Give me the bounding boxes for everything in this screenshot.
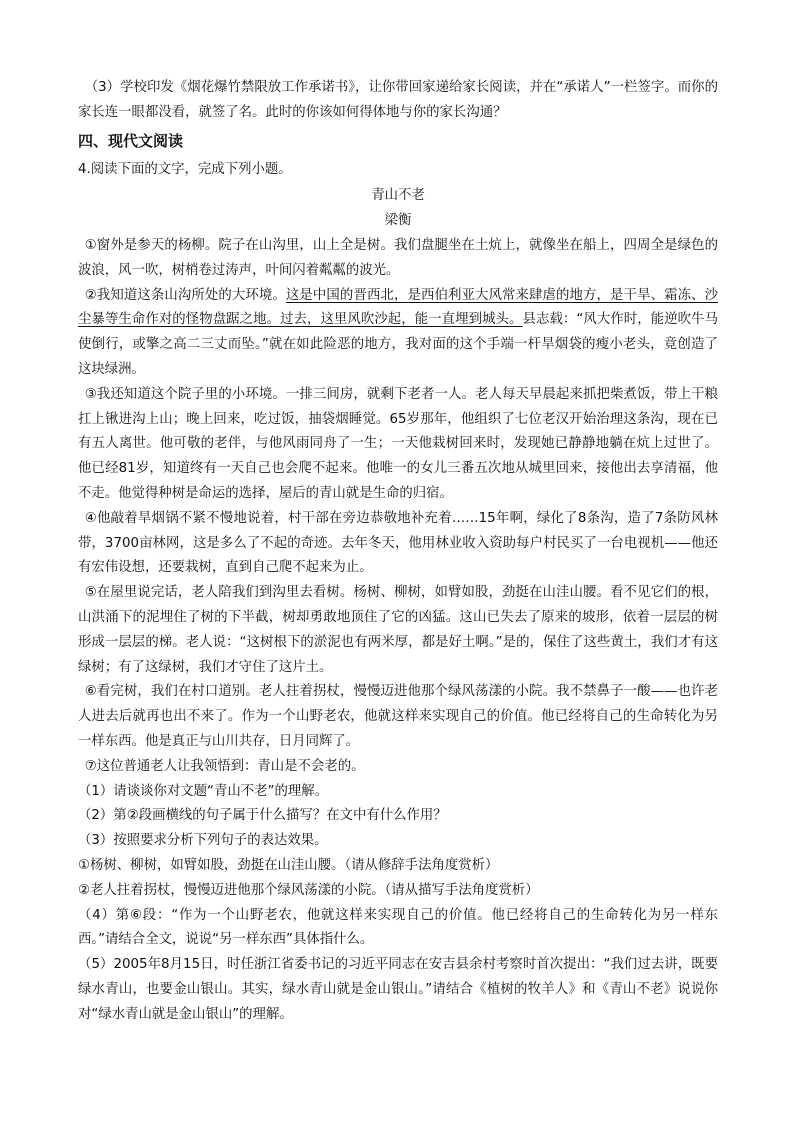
question-5: （5）2005年8月15日，时任浙江省委书记的习近平同志在安吉县余村考察时首次提出：“我们过去讲，既要绿水青山，也要金山银山。其实，绿水青山就是金山银山。”请结合《植树的牧羊人》和《青山不老》说说你对“绿水青山就是金山银山”的理解。 [78,957,718,1022]
underlined-sentence: 这是中国的晋西北，是西伯利亚大风常来肆虐的地方，是干旱、霜冻、沙尘暴等生命作对的怪物盘踞之地。过去，这里风吹沙起，能一直埋到城头。 [78,287,718,328]
paragraph-5: ⑤在屋里说完话，老人陪我们到沟里去看树。杨树、柳树，如臂如股，劲挺在山洼山腰。看不见它们的根，山洪涌下的泥埋住了树的下半截，树却勇敢地顶住了它的凶猛。这山已失去了原来的坡形，依着一层层的树形成一层层的梯。老人说：“这树根下的淤泥也有两米厚，都是好土啊。”是的，保住了这些黄土，我们才有这绿树；有了这绿树，我们才守住了这片土。 [78,585,718,675]
paragraph-7: ⑦这位普通老人让我领悟到：青山是不会老的。 [84,758,365,774]
prev-question-3: （3）学校印发《烟花爆竹禁限放工作承诺书》，让你带回家递给家长阅读，并在“承诺人”一栏签字。而你的家长连一眼都没看，就签了名。此时的你该如何得体地与你的家长沟通？ [78,80,718,120]
paragraph-1: ①窗外是参天的杨柳。院子在山沟里，山上全是树。我们盘腿坐在土炕上，就像坐在船上，四周全是绿色的波浪，风一吹，树梢卷过涛声，叶间闪着粼粼的波光。 [78,237,718,278]
article-author: 梁衡 [384,213,412,229]
paragraph-4: ④他敲着旱烟锅不紧不慢地说着，村干部在旁边恭敬地补充着……15年啊，绿化了8条沟，造了7条防风林带，3700亩林网，这是多么了不起的奇迹。去年冬天，他用林业收入资助每户村民买了一台电视机——他还有宏伟设想，还要栽树，直到自己爬不起来为止。 [78,510,718,576]
paragraph-3: ③我还知道这个院子里的小环境。一排三间房，就剩下老者一人。老人每天早晨起来抓把柴煮饭，带上干粮扛上锹进沟上山；晚上回来，吃过饭，抽袋烟睡觉。65岁那年，他组织了七位老汉开始治理这条沟，现在已有五人离世。他可敬的老伴，与他风雨同舟了一生；一天他栽树回来时，发现她已静静地躺在炕上过世了。他已经81岁，知道终有一天自己也会爬不起来。他唯一的女儿三番五次地从城里回来，接他出去享清福，他不走。他觉得种树是命运的选择，屋后的青山就是生命的归宿。 [78,386,718,501]
section-prompt: 4.阅读下面的文字，完成下列小题。 [78,161,292,177]
document-page [78,76,718,1027]
paragraph-2-start: ②我知道这条山沟所处的大环境。 [84,287,286,303]
paragraph-6: ⑥看完树，我们在村口道别。老人拄着拐杖，慢慢迈进他那个绿风荡漾的小院。我不禁鼻子一酸——也许老人进去后就再也出不来了。作为一个山野老农，他就这样来实现自己的价值。他已经将自己的生命转化为另一样东西。他是真正与山川共存，日月同辉了。 [78,684,718,749]
paragraph-2-end: 县志载：“风大作时，能逆吹牛马使倒行，或擎之高二三丈而坠。”就在如此险恶的地方，我对面的这个手端一杆旱烟袋的瘦小老头，竟创造了这块绿洲。 [78,312,719,377]
question-3-item-2: ②老人拄着拐杖，慢慢迈进他那个绿风荡漾的小院。（请从描写手法角度赏析） [78,882,539,898]
question-3-item-1: ①杨树、柳树，如臂如股，劲挺在山洼山腰。（请从修辞手法角度赏析） [78,857,499,873]
question-3: （3）按照要求分析下列句子的表达效果。 [78,833,328,849]
paragraph-2 [78,284,718,383]
article-title: 青山不老 [371,188,425,204]
question-4: （4）第⑥段：“作为一个山野老农，他就这样来实现自己的价值。他已经将自己的生命转化为另一样东西。”请结合全文，说说“另一样东西”具体指什么。 [78,907,718,948]
section-heading: 四、现代文阅读 [78,131,184,150]
question-1: （1）请谈谈你对文题“青山不老”的理解。 [78,783,329,799]
question-2: （2）第②段画横线的句子属于什么描写？在文中有什么作用？ [78,808,447,824]
